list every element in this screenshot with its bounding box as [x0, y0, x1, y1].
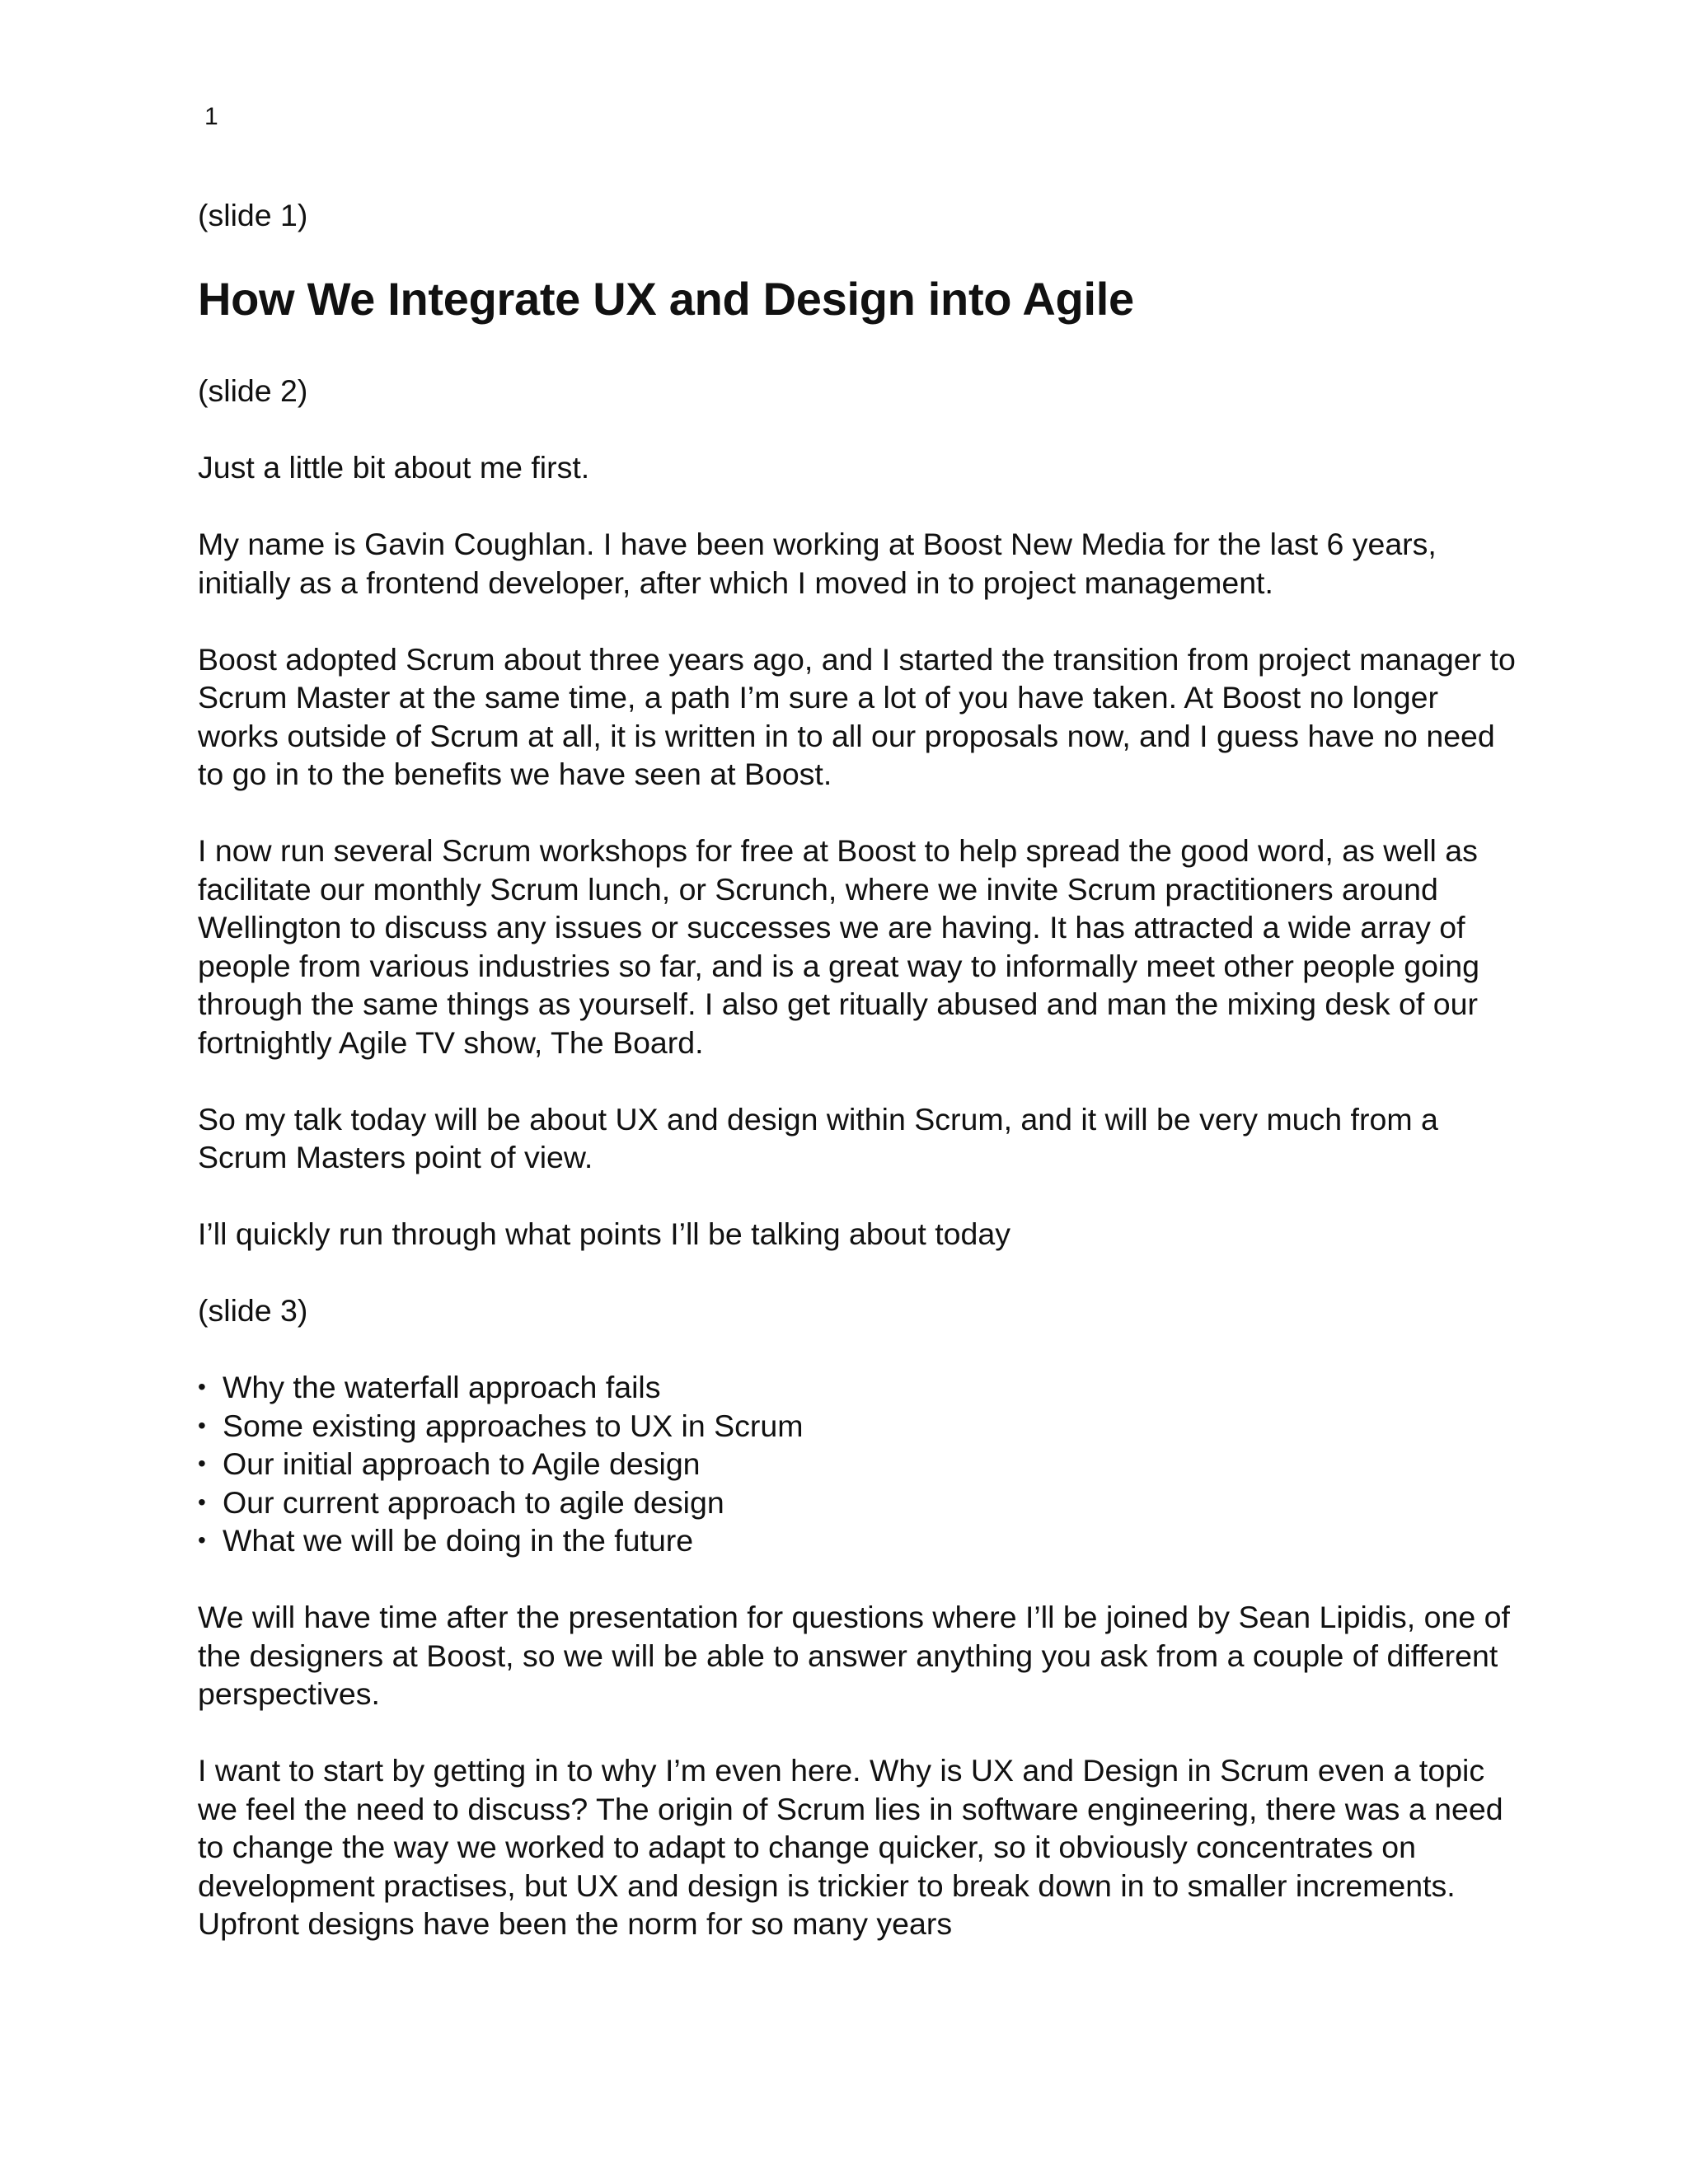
- slide-marker-2: (slide 2): [198, 373, 308, 408]
- bullet-icon: •: [198, 1488, 206, 1515]
- bullet-icon: •: [198, 1527, 206, 1553]
- bullet-icon: •: [198, 1374, 206, 1399]
- paragraph: My name is Gavin Coughlan. I have been working at Boost New Media for the last 6 years, initially as a frontend developer, after which I moved in to project management.: [198, 527, 1437, 600]
- paragraph: I now run several Scrum workshops for free at Boost to help spread the good word, as well as facilitate our monthly Scrum lunch, or Scrunch, where we invite Scrum practitioners around Wellington to discuss any issues or successes we are having. It has attracted a wide array of people from various industries so far, and is a great way to informally meet other people going through the same things as yourself. I also get ritually abused and man the mixing desk of our fortnightly Agile TV show, The Board.: [198, 833, 1480, 1060]
- page-number: 1: [204, 103, 218, 130]
- bullet-icon: •: [198, 1412, 206, 1438]
- slide-marker-3: (slide 3): [198, 1293, 308, 1328]
- paragraph: We will have time after the presentation for questions where I’ll be joined by Sean Lipidis, one of the designers at Boost, so we will be able to answer anything you ask from a couple of different perspectives.: [198, 1600, 1510, 1711]
- paragraph: I want to start by getting in to why I’m even here. Why is UX and Design in Scrum even a topic we feel the need to discuss? The origin of Scrum lies in software engineering, there was a need to change the way we worked to adapt to change quicker, so it obviously concentrates on development practises, but UX and design is trickier to break down in to smaller increments. Upfront designs have been the norm for so many years: [198, 1753, 1503, 1941]
- bullet-item: [198, 1407, 1517, 1446]
- bullet-icon: •: [198, 1451, 206, 1476]
- document-title: How We Integrate UX and Design into Agile: [198, 273, 1134, 325]
- slide-marker-1: (slide 1): [198, 198, 308, 232]
- bullet-text: What we will be doing in the future: [223, 1523, 694, 1558]
- paragraph: So my talk today will be about UX and design within Scrum, and it will be very much from a Scrum Masters point of view.: [198, 1101, 1438, 1174]
- bullet-text: Why the waterfall approach fails: [223, 1370, 661, 1404]
- bullet-item: [198, 1445, 1517, 1483]
- bullet-text: Some existing approaches to UX in Scrum: [223, 1408, 804, 1443]
- bullet-item: [198, 1521, 1517, 1560]
- paragraph: Boost adopted Scrum about three years ago, and I started the transition from project manager to Scrum Master at the same time, a path I’m sure a lot of you have taken. At Boost no longer works outside of Scrum at all, it is written in to all our proposals now, and I guess have no need to go in to the benefits we have seen at Boost.: [198, 641, 1516, 791]
- bullet-item: [198, 1368, 1517, 1407]
- bullet-text: Our current approach to agile design: [223, 1484, 724, 1520]
- paragraph: Just a little bit about me first.: [198, 450, 590, 485]
- bullet-item: [198, 1483, 1517, 1522]
- paragraph: I’ll quickly run through what points I’ll be talking about today: [198, 1216, 1010, 1251]
- bullet-text: Our initial approach to Agile design: [223, 1446, 701, 1481]
- document-body: [198, 196, 1517, 1981]
- bullet-list: [198, 1368, 1517, 1560]
